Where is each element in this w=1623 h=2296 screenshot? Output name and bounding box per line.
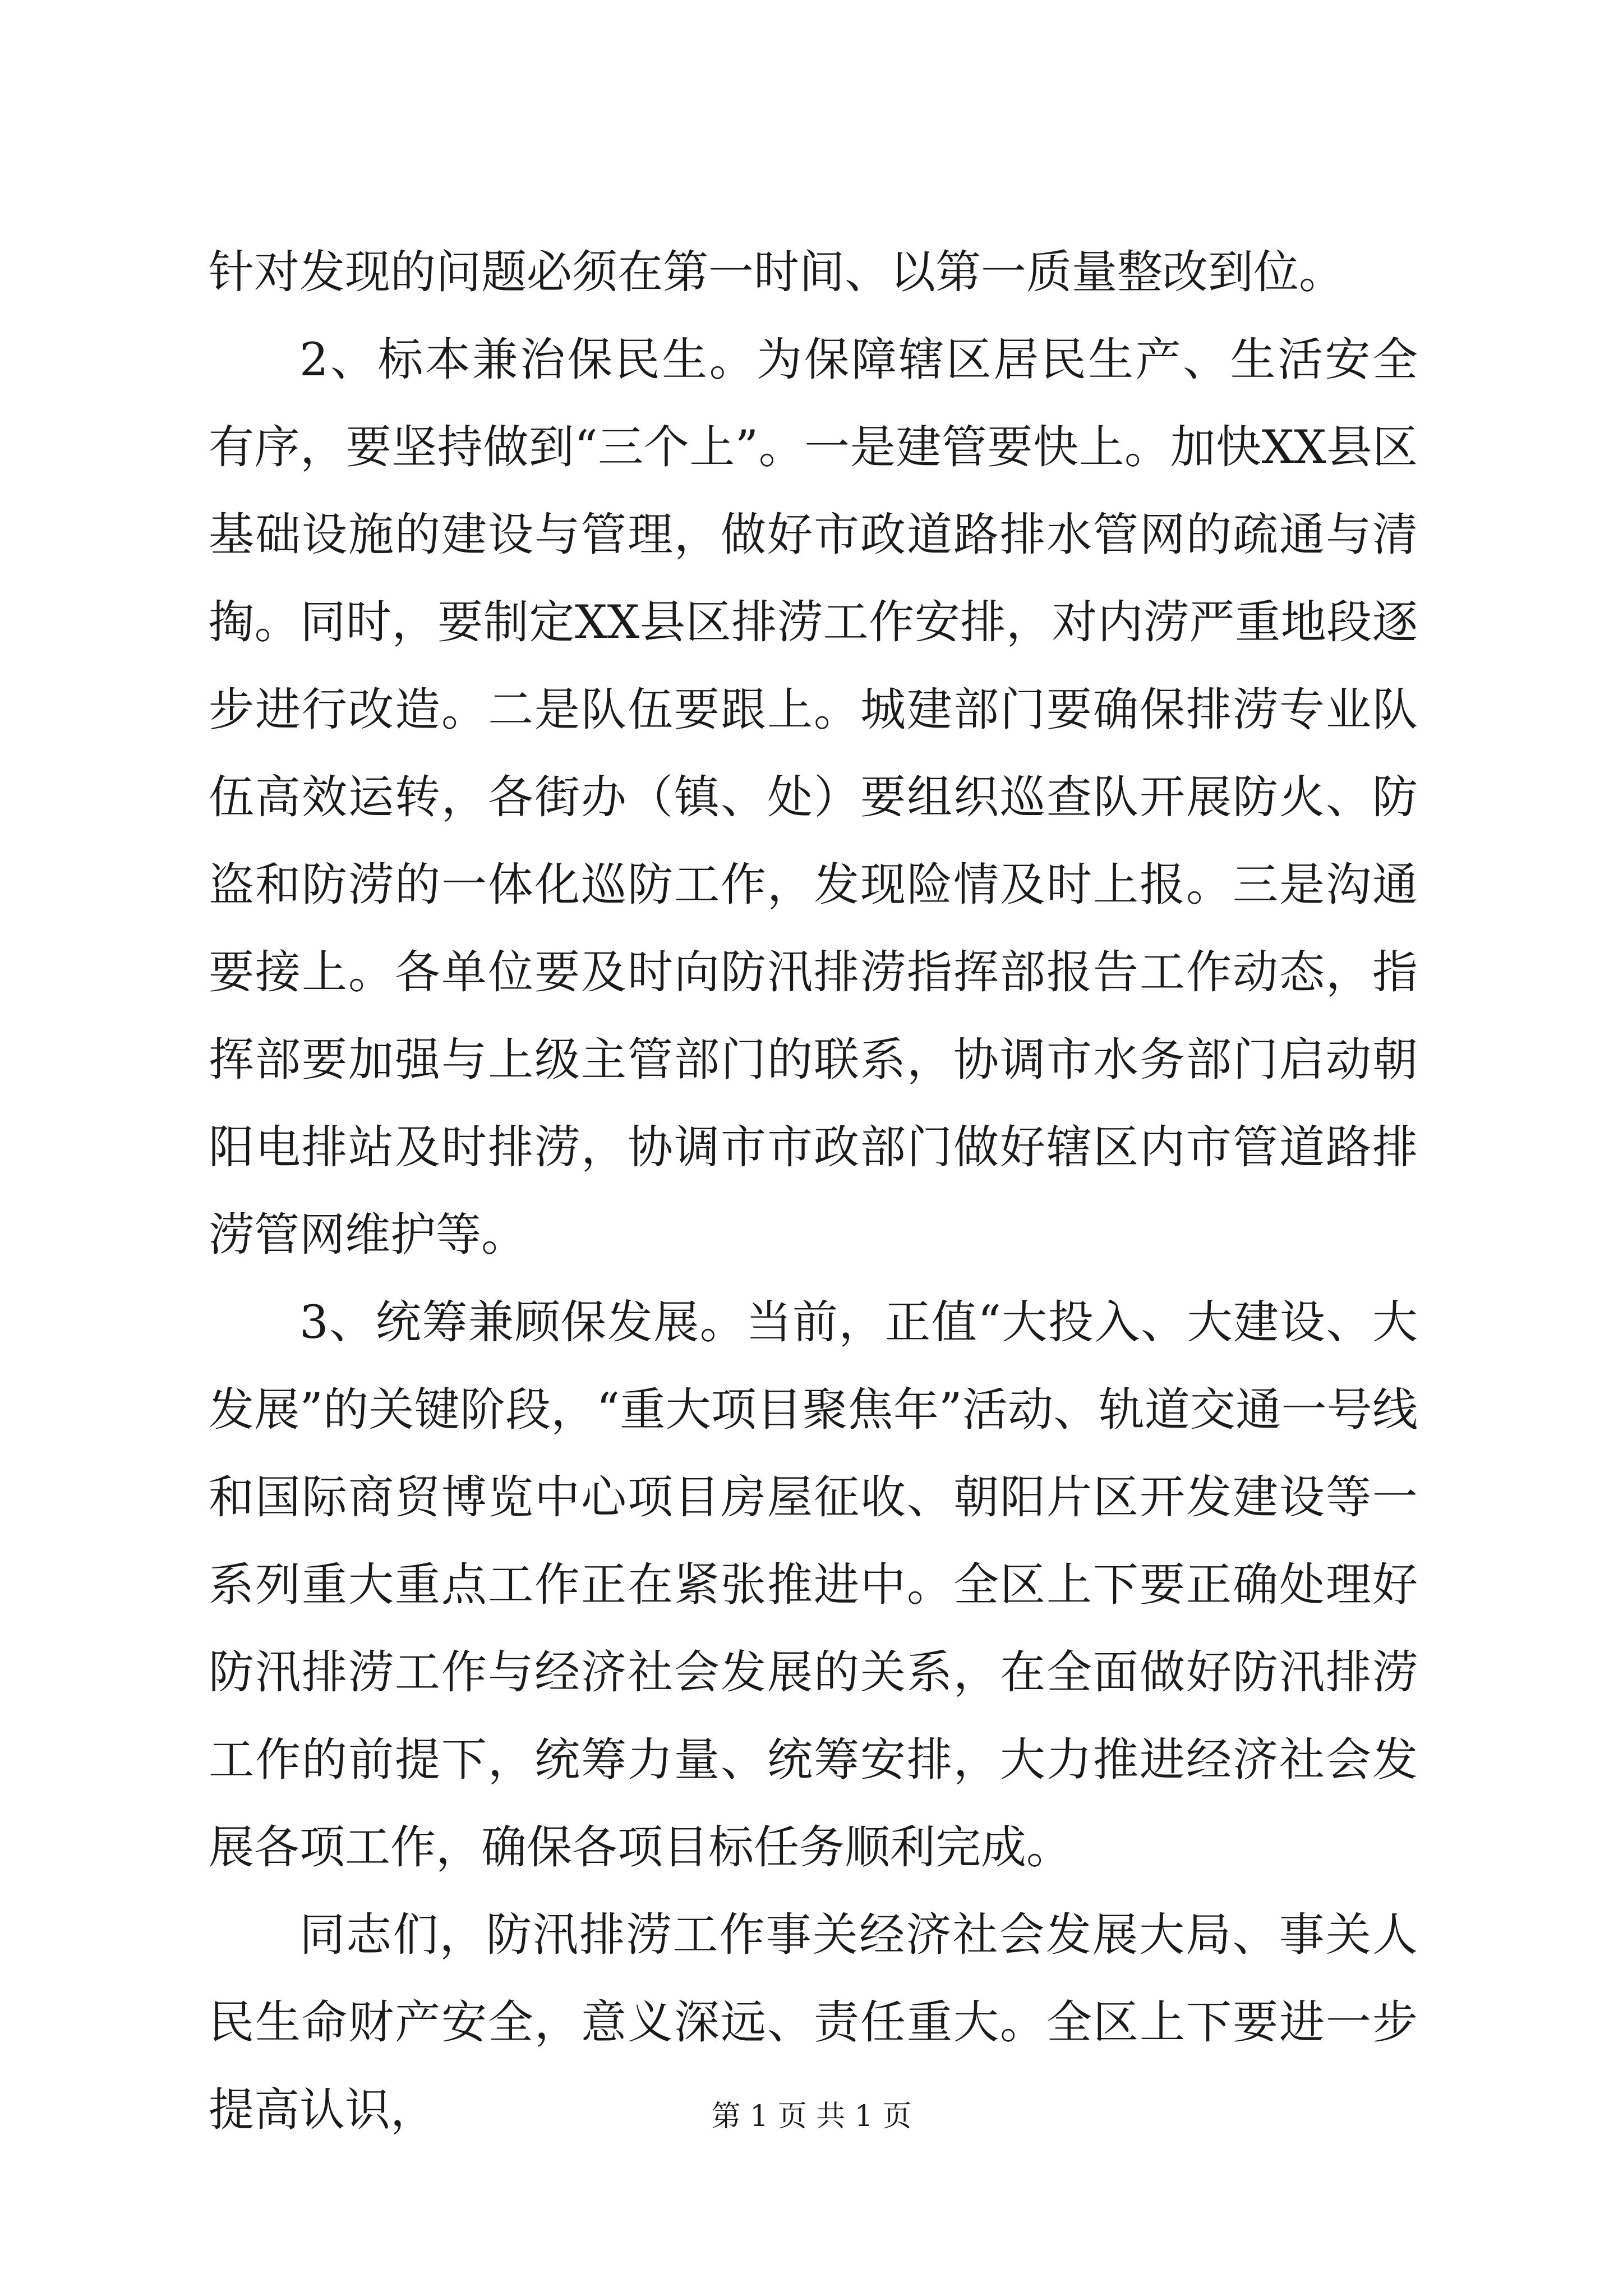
paragraph-3: 3、统筹兼顾保发展。当前，正值“大投入、大建设、大发展”的关键阶段，“重大项目聚焦年”活动、轨道交通一号线和国际商贸博览中心项目房屋征收、朝阳片区开发建设等一系列重大重点工作正在紧张推进中。全区上下要正确处理好防汛排涝工作与经济社会发展的关系，在全面做好防汛排涝工作的前提下，统筹力量、统筹安排，大力推进经济社会发展各项工作，确保各项目标任务顺利完成。 bbox=[209, 1296, 1418, 1874]
paragraph-2: 2、标本兼治保民生。为保障辖区居民生产、生活安全有序，要坚持做到“三个上”。一是建管要快上。加快XX县区基础设施的建设与管理，做好市政道路排水管网的疏通与清掏。同时，要制定XX县区排涝工作安排，对内涝严重地段逐步进行改造。二是队伍要跟上。城建部门要确保排涝专业队伍高效运转，各街办（镇、处）要组织巡查队开展防火、防盗和防涝的一体化巡防工作，发现险情及时上报。三是沟通要接上。各单位要及时向防汛排涝指挥部报告工作动态，指挥部要加强与上级主管部门的联系，协调市水务部门启动朝阳电排站及时排涝，协调市市政部门做好辖区内市管道路排涝管网维护等。 bbox=[209, 334, 1418, 1262]
document-body bbox=[209, 229, 1418, 2154]
paragraph-1: 针对发现的问题必须在第一时间、以第一质量整改到位。 bbox=[209, 246, 1345, 299]
page-number-footer: 第 1 页 共 1 页 bbox=[711, 2100, 912, 2133]
paragraph-4: 同志们，防汛排涝工作事关经济社会发展大局、事关人民生命财产安全，意义深远、责任重大。全区上下要进一步提高认识， bbox=[209, 1909, 1418, 2137]
